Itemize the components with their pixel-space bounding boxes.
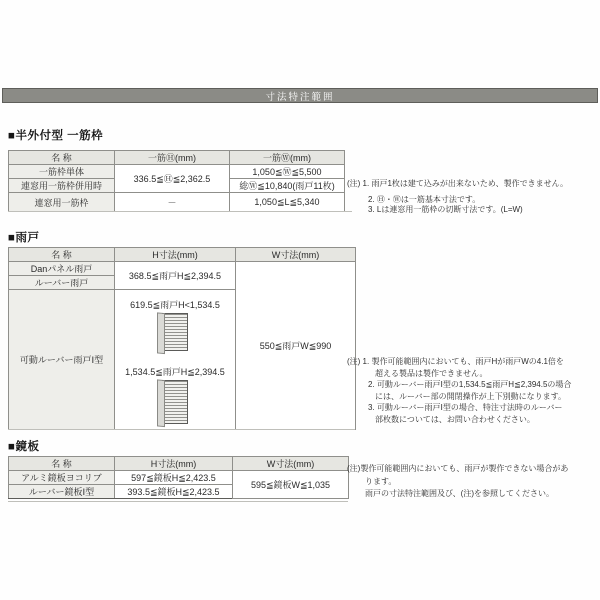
- table-shadow-line: [8, 429, 355, 430]
- table-header-row: [9, 248, 356, 262]
- header-cell-w: W寸法(mm): [236, 248, 356, 262]
- table-row: [9, 262, 356, 276]
- section-heading-bar: [2, 88, 598, 103]
- louver-shutter-icon: [162, 380, 188, 424]
- h-range-lower: 1,534.5≦雨戸H≦2,394.5: [125, 367, 225, 377]
- row-name-cell: ルーバー雨戸: [9, 276, 115, 290]
- value-cell-w: 1,050≦L≦5,340: [230, 193, 345, 212]
- value-cell-h-stacked: [115, 290, 236, 430]
- notes-single-groove-frame: [347, 179, 568, 215]
- section1-title: ■半外付型 一筋枠: [8, 130, 104, 142]
- value-cell-h-merged: 336.5≦Ⓗ≦2,362.5: [115, 165, 230, 193]
- header-cell-name: 名 称: [9, 248, 115, 262]
- value-cell-h-merged: 368.5≦雨戸H≦2,394.5: [115, 262, 236, 290]
- note-line: (注) 1. 製作可能範囲内においても、雨戸Hが雨戸Wの4.1倍を: [347, 357, 564, 366]
- header-cell-w: 一筋Ⓦ(mm): [230, 151, 345, 165]
- note-line: ります。: [365, 476, 397, 486]
- value-cell-w: 1,050≦Ⓦ≦5,500: [230, 165, 345, 179]
- header-cell-h: H寸法(mm): [115, 457, 233, 471]
- note-line: 部枚数については、お問い合わせください。: [375, 414, 535, 424]
- note-line: 雨戸の寸法特注範囲及び、(注)を参照してください。: [365, 489, 555, 498]
- value-cell-w-merged: 550≦雨戸W≦990: [236, 262, 356, 430]
- spec-table-storm-shutter: [8, 247, 356, 430]
- header-cell-name: 名 称: [9, 457, 115, 471]
- row-name-cell: 可動ルーバー雨戸Ⅰ型: [9, 290, 115, 430]
- table-row: [9, 471, 349, 485]
- louver-shutter-icon: [162, 313, 188, 351]
- row-name-cell: Danパネル雨戸: [9, 262, 115, 276]
- section2-title: ■雨戸: [8, 232, 40, 244]
- table-header-row: [9, 151, 345, 165]
- note-line: 2. 可動ルーバー雨戸Ⅰ型の1,534.5≦雨戸H≦2,394.5の場合: [368, 380, 572, 389]
- notes-panel-board: [347, 463, 568, 501]
- table-header-row: [9, 457, 349, 471]
- row-name-cell: ルーバー鏡板Ⅰ型: [9, 485, 115, 499]
- value-cell-w-merged: 595≦鏡板W≦1,035: [233, 471, 349, 499]
- note-line: 超える製品は製作できません。: [375, 368, 488, 378]
- page-title: 寸法特注範囲: [265, 91, 335, 103]
- spec-table-single-groove-frame: [8, 150, 345, 212]
- table-row: [9, 193, 345, 212]
- row-name-cell: アルミ鏡板ヨコリブ: [9, 471, 115, 485]
- row-name-cell: 連窓用一筋枠併用時: [9, 179, 115, 193]
- louver-height-ranges: [116, 295, 234, 424]
- note-line: 3. Lは連窓用一筋枠の切断寸法です。(L=W): [368, 205, 523, 214]
- note-line: (注)製作可能範囲内においても、雨戸が製作できない場合があ: [347, 464, 569, 473]
- value-cell-h: －: [115, 193, 230, 212]
- header-cell-name: 名 称: [9, 151, 115, 165]
- notes-storm-shutter: [347, 356, 571, 425]
- note-line: 3. 可動ルーバー雨戸Ⅰ型の場合、特注寸法時のルーバー: [368, 403, 563, 412]
- table-shadow-line: [8, 211, 352, 212]
- section3-title: ■鏡板: [8, 441, 40, 453]
- table-shadow-line: [8, 501, 348, 502]
- note-line: 2. Ⓗ・Ⓦは一筋基本寸法です。: [368, 195, 481, 204]
- value-cell-h: 597≦鏡板H≦2,423.5: [115, 471, 233, 485]
- note-line: (注) 1. 雨戸1枚は建て込みが出来ないため、製作できません。: [347, 179, 569, 188]
- header-cell-h: 一筋Ⓗ(mm): [115, 151, 230, 165]
- header-cell-h: H寸法(mm): [115, 248, 236, 262]
- value-cell-w: 総Ⓦ≦10,840(雨戸11枚): [230, 179, 345, 193]
- note-line: には、ルーバー部の開閉操作が上下別動になります。: [375, 391, 566, 401]
- row-name-cell: 連窓用一筋枠: [9, 193, 115, 212]
- spec-table-panel-board: [8, 456, 349, 499]
- value-cell-h: 393.5≦鏡板H≦2,423.5: [115, 485, 233, 499]
- h-range-upper: 619.5≦雨戸H<1,534.5: [130, 300, 220, 310]
- table-row: [9, 165, 345, 179]
- row-name-cell: 一筋枠単体: [9, 165, 115, 179]
- header-cell-w: W寸法(mm): [233, 457, 349, 471]
